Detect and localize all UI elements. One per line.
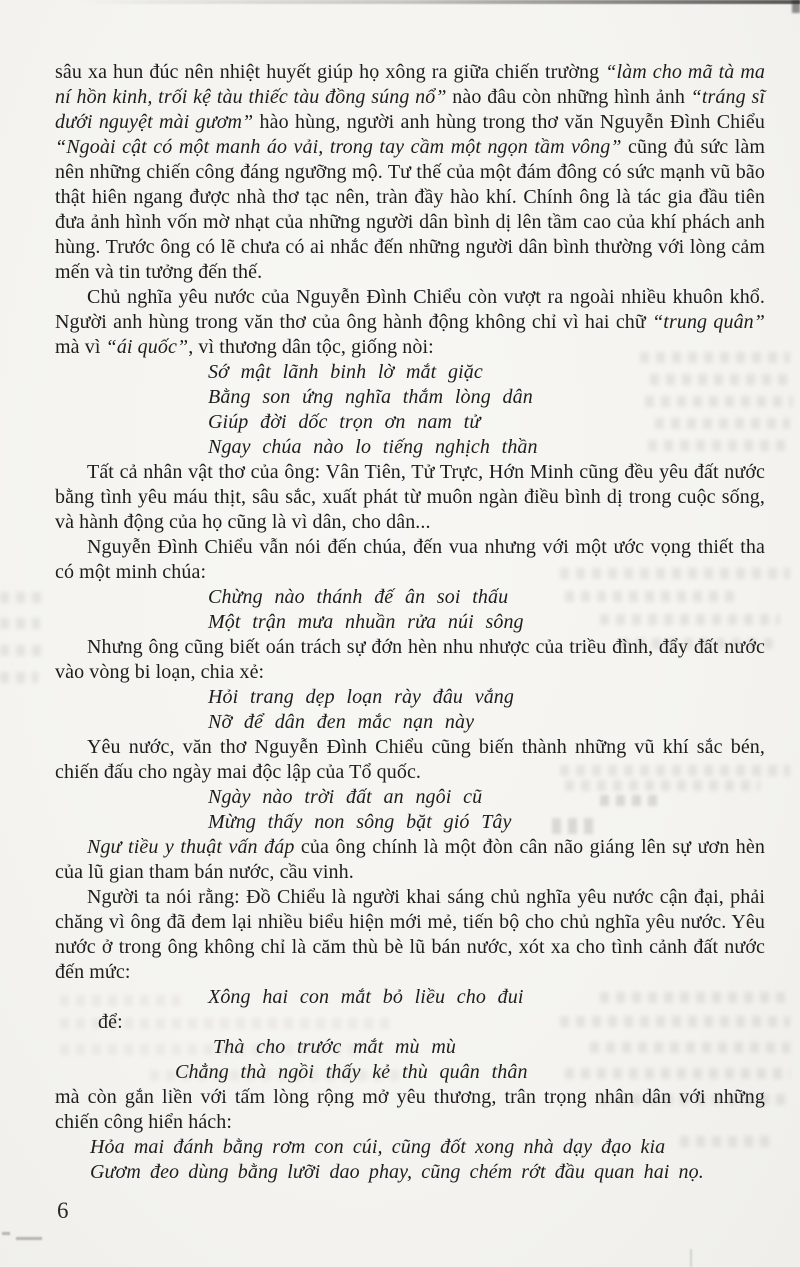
poem-line: Một trận mưa nhuần rửa núi sông [208, 611, 524, 633]
poem-line: Mừng thấy non sông bặt gió Tây [208, 811, 512, 833]
text-run: để: [98, 1011, 123, 1033]
poem-line: Hỏa mai đánh bằng rơm con cúi, cũng đốt xong nhà dạy đạo kia [90, 1136, 666, 1158]
text-run: cũng đủ sức làm nên những chiến công đáng ngưỡng mộ. Tư thế của một đám đông có sức mạnh vũ bão thật hiên ngang được nhà thơ tạc nên, tràn đầy hào khí. Chính ông là tác gia đầu tiên đưa ảnh hình vốn mờ nhạt của những người dân bình dị lên tầm cao của khí phách anh hùng. Trước ông có lẽ chưa có ai nhắc đến những người dân bình thường với lòng cảm mến và tin tưởng đến thế. [55, 136, 765, 283]
paragraph-vu-khi [55, 735, 765, 785]
italic-quote: “trung quân” [652, 311, 765, 333]
poem-line: Gươm đeo dùng bằng lưỡi dao phay, cũng chém rớt đầu quan hai nọ. [90, 1161, 704, 1183]
bleed-through-mark [0, 592, 48, 603]
text-run: Tất cả nhân vật thơ của ông: Vân Tiên, Tử Trực, Hớn Minh cũng đều yêu đất nước bằng tình yêu máu thịt, sâu sắc, xuất phát từ muôn ngàn điều bình dị trong cuộc sống, và hành động của họ cũng là vì dân, cho dân... [55, 461, 765, 533]
text-run: sâu xa hun đúc nên nhiệt huyết giúp họ xông ra giữa chiến trường [55, 61, 606, 83]
text-run: mà vì [55, 336, 106, 358]
poem-ngay-nao [55, 785, 765, 835]
scan-top-edge-shadow [80, 0, 800, 4]
text-run: mà còn gắn liền với tấm lòng rộng mở yêu thương, trân trọng nhân dân với những chiến công hiển hách: [55, 1086, 765, 1133]
poem-line: Sớ mật lãnh binh lờ mắt giặc [208, 361, 483, 383]
paragraph-ngu-tieu [55, 835, 765, 885]
text-run: Nhưng ông cũng biết oán trách sự đớn hèn nhu nhược của triều đình, đẩy đất nước vào vòng bi loạn, chia xẻ: [55, 636, 765, 683]
poem-line: Chừng nào thánh đế ân soi thấu [208, 586, 509, 608]
poem-hoi-trang [55, 685, 765, 735]
text-run: nào đâu còn những hình ảnh [446, 86, 691, 108]
paragraph-tam-long [55, 1085, 765, 1135]
page-number: 6 [57, 1198, 69, 1223]
poem-so-mat [55, 360, 765, 460]
poem-line: Ngay chúa nào lo tiếng nghịch thần [208, 436, 538, 458]
poem-thanh-de [55, 585, 765, 635]
scan-speck [2, 1232, 10, 1235]
bleed-through-mark [0, 672, 38, 683]
poem-tha-cho [55, 1035, 765, 1085]
poem-xong-hai [55, 985, 765, 1010]
text-block [55, 60, 765, 1185]
text-run: của ông chính là một đòn cân não giáng lên sự ươn hèn của lũ gian tham bán nước, cầu vinh. [55, 836, 765, 883]
text-run: Chủ nghĩa yêu nước của Nguyễn Đình Chiểu còn vượt ra ngoài nhiều khuôn khổ. Người anh hùng trong văn thơ của ông hành động không chỉ vì hai chữ [55, 286, 765, 333]
poem-line: Giúp đời dốc trọn ơn nam tử [208, 411, 481, 433]
connector-de [55, 1010, 765, 1035]
bleed-through-mark [0, 645, 44, 656]
text-run: hào hùng, người anh hùng trong thơ văn Nguyễn Đình Chiểu [253, 111, 765, 133]
poem-hoa-mai [55, 1135, 765, 1185]
poem-line: Xông hai con mắt bỏ liều cho đui [208, 986, 524, 1008]
paragraph-patriotism [55, 285, 765, 360]
paragraph-oan-trach [55, 635, 765, 685]
paragraph-minh-chua [55, 535, 765, 585]
text-run: Người ta nói rằng: Đồ Chiểu là người khai sáng chủ nghĩa yêu nước cận đại, phải chăng vì ông đã đem lại nhiều biểu hiện mới mẻ, tiến bộ cho chủ nghĩa yêu nước. Yêu nước ở trong ông không chỉ là căm thù bè lũ bán nước, xót xa cho tình cảnh đất nước đến mức: [55, 886, 765, 983]
poem-line: Hỏi trang dẹp loạn rày đâu vắng [208, 686, 515, 708]
paragraph-do-chieu [55, 885, 765, 985]
italic-quote: Ngư tiều y thuật vấn đáp [87, 836, 295, 858]
scan-speck [16, 1237, 42, 1240]
italic-quote: “làm cho mã tà ma ní hồn kinh, trối kệ tàu thiếc tàu đồng súng nổ” [55, 61, 765, 108]
poem-line: Ngày nào trời đất an ngôi cũ [208, 786, 483, 808]
italic-quote: “tráng sĩ dưới nguyệt mài gươm” [55, 86, 765, 133]
paragraph-opening [55, 60, 765, 285]
poem-line: Bằng son ứng nghĩa thắm lòng dân [208, 386, 533, 408]
text-run: Nguyễn Đình Chiểu vẫn nói đến chúa, đến vua nhưng với một ước vọng thiết tha có một minh chúa: [55, 536, 765, 583]
italic-quote: “ái quốc” [105, 336, 189, 358]
text-run: , vì thương dân tộc, giống nòi: [188, 336, 434, 358]
poem-line: Chẳng thà ngồi thấy kẻ thù quân thân [175, 1061, 528, 1083]
poem-line: Nỡ để dân đen mắc nạn này [208, 711, 475, 733]
paragraph-characters [55, 460, 765, 535]
poem-line: Thà cho trước mắt mù mù [213, 1036, 456, 1058]
italic-quote: “Ngoài cật có một manh áo vải, trong tay cầm một ngọn tầm vông” [55, 136, 622, 158]
bleed-through-mark [0, 618, 40, 629]
scan-corner-shadow [792, 0, 800, 13]
scan-scratch [690, 1249, 692, 1267]
text-run: Yêu nước, văn thơ Nguyễn Đình Chiểu cũng biến thành những vũ khí sắc bén, chiến đấu cho ngày mai độc lập của Tổ quốc. [55, 736, 765, 783]
